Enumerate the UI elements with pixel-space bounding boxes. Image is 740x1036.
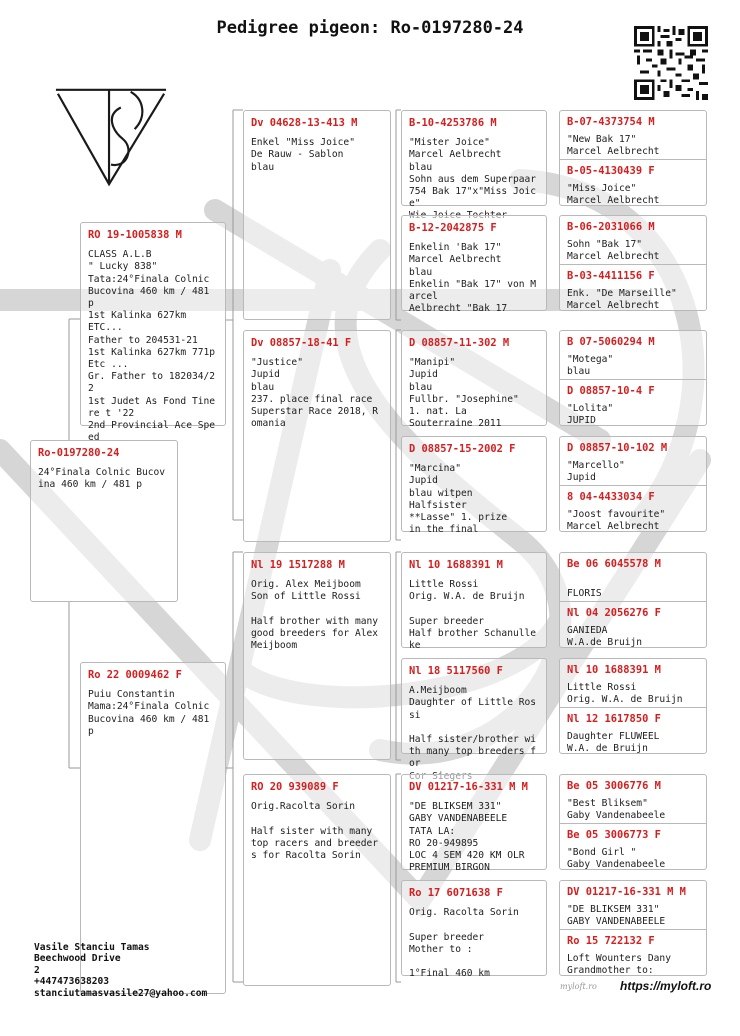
gen5-pigeon-11[interactable] [560,659,706,707]
myloft-brand: myloft.ro [560,982,597,991]
gen5-pigeon-8[interactable] [560,485,706,533]
gen4-card-1[interactable] [401,110,547,210]
ring-number: B-03-4411156 F [567,270,655,282]
description: Little Rossi Orig. W.A. de Bruijn Super breeder Half brother Schanulleke [409,579,537,652]
ring-number: Dv 08857-18-41 F [251,337,352,349]
gen5-pigeon-10[interactable] [560,601,706,649]
description: Enkelin 'Bak 17" Marcel Aelbrecht blau Enkelin "Bak 17" von Marcel Aelbrecht "Bak 17 [409,242,537,315]
gen5-pigeon-1[interactable] [560,111,706,159]
sire-of-father-card[interactable] [243,110,391,320]
gen5-box-5 [559,552,707,648]
gen4-card-8[interactable] [401,880,547,980]
gen5-box-4 [559,436,707,532]
gen5-pigeon-16[interactable] [560,929,706,977]
ring-number: B 07-5060294 M [567,336,655,348]
dam-of-mother-card[interactable] [243,774,391,986]
ring-number: Ro 17 6071638 F [409,887,503,899]
description: A.Meijboom Daughter of Little Rossi Half sister/brother with many top breeders for [409,685,537,770]
gen5-pigeon-2[interactable] [560,159,706,207]
gen4-card-6[interactable] [401,658,547,770]
ring-number: RO 20 939089 F [251,781,339,793]
gen5-box-7 [559,774,707,870]
description: Little Rossi Orig. W.A. de Bruijn [567,682,683,706]
description: "Manipi" Jupid blau Fullbr. "Josephine" 1. nat. La Souterraine 2011 [409,357,519,430]
description: Orig. Alex Meijboom Son of Little Rossi Half brother with many good breeders for Alex Meijboom [251,579,379,652]
description: "Mister Joice" Marcel Aelbrecht blau Sohn aus dem Superpaar 754 Bak 17"x"Miss Joice" [409,137,537,210]
description: Daughter FLUWEEL W.A. de Bruijn [567,731,660,755]
description: "Justice" Jupid blau 237. place final race Superstar Race 2018, Romania [251,357,379,430]
father-card[interactable] [80,222,226,444]
dam-of-father-card[interactable] [243,330,391,542]
ring-number: Be 05 3006776 M [567,780,661,792]
vst-monogram-logo [52,78,170,196]
gen5-pigeon-9[interactable] [560,553,706,601]
father-ring-number: RO 19-1005838 M [88,229,182,241]
owner-number: 2 [34,964,40,976]
ring-number: D 08857-11-302 M [409,337,510,349]
ring-number: B-10-4253786 M [409,117,497,129]
gen4-card-5[interactable] [401,552,547,652]
gen5-pigeon-7[interactable] [560,437,706,485]
description: "Marcina" Jupid blau witpen Halfsister **Lasse" 1. prize in the final [409,463,508,536]
gen4-card-2[interactable] [401,215,547,315]
ring-number: Nl 04 2056276 F [567,607,661,619]
subject-description: 24°Finala Colnic Bucovina 460 km / 481 p [38,467,166,491]
gen5-pigeon-6[interactable] [560,379,706,427]
father-description: CLASS A.L.B " Lucky 838" Tata:24°Finala Colnic Bucovina 460 km / 481 p 1st Kalinka 627km ETC... Father to 204531-21 1st Kalinka 627km 771p Etc ... Gr. Father to 182034/22 1st Judet As Fond Tinere t '22 2nd Provincial Ace Speed [88,249,216,444]
ring-number: DV 01217-16-331 M M [567,886,686,898]
description: "Miss Joice" Marcel Aelbrecht [567,183,660,207]
gen5-pigeon-5[interactable] [560,331,706,379]
ring-number: Be 05 3006773 F [567,829,661,841]
ring-number: Nl 10 1688391 M [567,664,661,676]
gen5-pigeon-4[interactable] [560,264,706,312]
gen5-box-2 [559,215,707,311]
description: Loft Wounters Dany Grandmother to: [567,953,671,977]
ring-number: B-06-2031066 M [567,221,655,233]
gen5-pigeon-13[interactable] [560,775,706,823]
description: "Lolita" JUPID [567,403,614,427]
description: Enkel "Miss Joice" De Rauw - Sablon blau [251,137,355,173]
qr-code-icon [634,26,708,100]
subject-pigeon-card[interactable] [30,440,178,602]
ring-number: 8 04-4433034 F [567,491,655,503]
ring-number: DV 01217-16-331 M M [409,781,528,793]
gen5-pigeon-14[interactable] [560,823,706,871]
description: Orig.Racolta Sorin Half sister with many top racers and breeders for Racolta Sorin [251,801,379,862]
subject-ring-number: Ro-0197280-24 [38,447,120,459]
description: "Marcello" Jupid [567,460,625,484]
ring-number: Nl 19 1517288 M [251,559,345,571]
ring-number: B-07-4373754 M [567,116,655,128]
gen5-box-3 [559,330,707,426]
gen4-card-3[interactable] [401,330,547,430]
gen5-pigeon-12[interactable] [560,707,706,755]
sire-of-mother-card[interactable] [243,552,391,760]
description: FLORIS [567,588,602,600]
description: "Motega" blau [567,354,614,378]
owner-name: Vasile Stanciu Tamas [34,942,150,953]
gen4-card-7[interactable] [401,774,547,874]
ring-number: D 08857-10-102 M [567,442,668,454]
description: GANIEDA W.A.de Bruijn [567,625,643,649]
description: "Best Bliksem" Gaby Vandenabeele [567,798,666,822]
description: "Joost favourite" Marcel Aelbrecht [567,509,666,533]
gen5-box-6 [559,658,707,754]
gen5-pigeon-15[interactable] [560,881,706,929]
owner-contact [34,942,207,999]
ring-number: Nl 12 1617850 F [567,713,661,725]
page-title: Pedigree pigeon: Ro-0197280-24 [216,18,524,38]
ring-number: Be 06 6045578 M [567,558,661,570]
gen4-card-4[interactable] [401,436,547,536]
ring-number: B-05-4130439 F [567,165,655,177]
ring-number: Nl 10 1688391 M [409,559,503,571]
ring-number: D 08857-10-4 F [567,385,655,397]
description: "DE BLIKSEM 331" GABY VANDENABEELE TATA LA: RO 20-949895 LOC 4 SEM 420 KM OLR PREMIUM BIRGON [409,801,525,874]
description: "New Bak 17" Marcel Aelbrecht [567,134,660,158]
owner-street: Beechwood Drive [34,953,121,965]
ring-number: D 08857-15-2002 F [409,443,516,455]
ring-number: Dv 04628-13-413 M [251,117,358,129]
description: Enk. "De Marseille" Marcel Aelbrecht [567,288,677,312]
gen5-box-1 [559,110,707,206]
gen5-pigeon-3[interactable] [560,216,706,264]
description: "DE BLIKSEM 331" GABY VANDENABEELE [567,904,666,928]
ring-number: Nl 18 5117560 F [409,665,503,677]
description: "Bond Girl " Gaby Vandenabeele [567,847,666,871]
description: Sohn "Bak 17" Marcel Aelbrecht [567,239,660,263]
website-link[interactable]: https://myloft.ro [620,979,712,993]
owner-email[interactable]: stanciutamasvasile27@yahoo.com [34,987,208,999]
mother-ring-number: Ro 22 0009462 F [88,669,182,681]
description: Orig. Racolta Sorin Super breeder Mother to : 1°Final 460 km [409,907,519,980]
owner-phone: +447473638203 [34,976,110,988]
mother-description: Puiu Constantin Mama:24°Finala Colnic Bucovina 460 km / 481 p [88,689,210,737]
ring-number: Ro 15 722132 F [567,935,655,947]
ring-number: B-12-2042875 F [409,222,497,234]
gen5-box-8 [559,880,707,976]
